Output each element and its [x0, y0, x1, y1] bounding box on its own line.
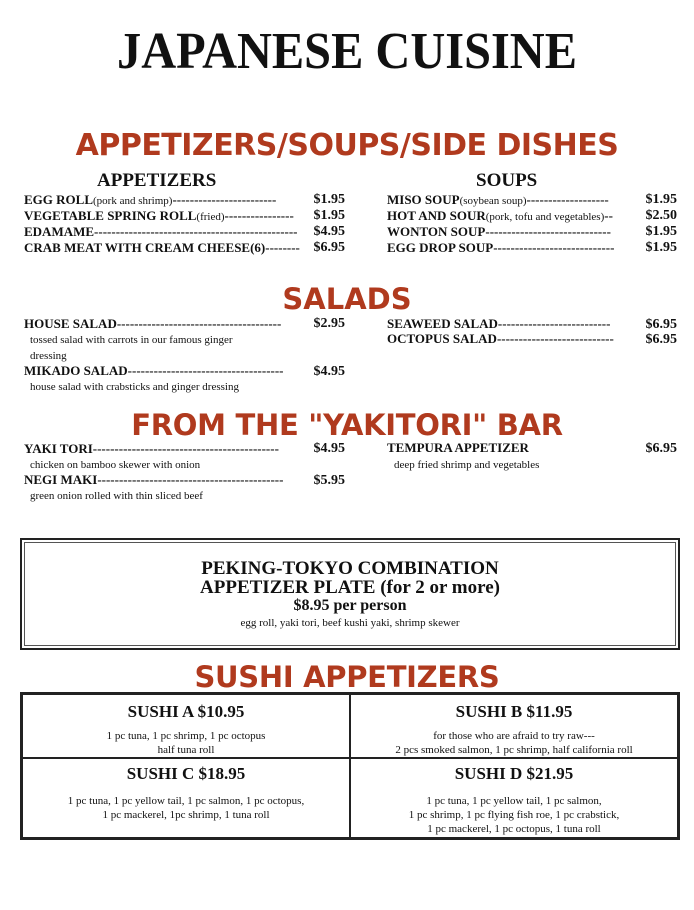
sushi-a-desc: 1 pc tuna, 1 pc shrimp, 1 pc octopus — [106, 730, 266, 742]
menu-item-mikado-salad: MIKADO SALAD------------------------------------ — [24, 363, 284, 378]
menu-item: WONTON SOUP----------------------------- — [387, 224, 611, 239]
price: $1.95 — [645, 224, 677, 239]
section-heading-yakitori: FROM THE "YAKITORI" BAR — [131, 408, 563, 442]
menu-item: EGG ROLL(pork and shrimp)------------------------ — [24, 192, 277, 207]
menu-item: MISO SOUP(soybean soup)------------------- — [387, 192, 609, 207]
section-heading-appetizers-soups: APPETIZERS/SOUPS/SIDE DISHES — [75, 128, 619, 163]
sushi-d-desc: 1 pc shrimp, 1 pc flying fish roe, 1 pc crabstick, — [408, 809, 620, 821]
appetizers-list — [24, 192, 314, 256]
soups-subheading: SOUPS — [476, 170, 538, 191]
price: $1.95 — [645, 240, 677, 255]
sushi-d-desc: 1 pc tuna, 1 pc yellow tail, 1 pc salmon, — [426, 795, 602, 807]
soups-prices — [622, 192, 677, 256]
sushi-grid — [20, 692, 680, 840]
menu-item-tempura-appetizer: TEMPURA APPETIZER — [387, 440, 529, 455]
combination-plate-box — [20, 538, 680, 650]
menu-item-negi-maki: NEGI MAKI------------------------------------------- — [24, 472, 284, 487]
menu-item: EGG DROP SOUP---------------------------- — [387, 240, 615, 255]
sushi-cell-a — [22, 694, 350, 758]
sushi-a-title: SUSHI A $10.95 — [127, 702, 245, 721]
combo-description: egg roll, yaki tori, beef kushi yaki, shrimp skewer — [240, 617, 460, 629]
menu-item: EDAMAME----------------------------------------------- — [24, 224, 298, 239]
menu-item-seaweed-salad: SEAWEED SALAD-------------------------- — [387, 316, 611, 331]
item-description: tossed salad with carrots in our famous ginger — [30, 334, 233, 346]
sushi-cell-d — [350, 758, 678, 838]
sushi-c-title: SUSHI C $18.95 — [126, 764, 246, 783]
sushi-b-desc: 2 pcs smoked salmon, 1 pc shrimp, half california roll — [395, 744, 633, 756]
menu-item-octopus-salad: OCTOPUS SALAD--------------------------- — [387, 331, 614, 346]
price: $2.95 — [313, 316, 345, 331]
menu-item-house-salad: HOUSE SALAD-------------------------------------- — [24, 316, 282, 331]
combo-title-line1: PEKING-TOKYO COMBINATION — [201, 558, 499, 579]
sushi-c-desc: 1 pc tuna, 1 pc yellow tail, 1 pc salmon, 1 pc octopus, — [67, 795, 305, 807]
price: $5.95 — [313, 473, 345, 488]
combo-price: $8.95 per person — [293, 597, 407, 614]
item-description: green onion rolled with thin sliced beef — [30, 490, 203, 502]
sushi-d-desc: 1 pc mackerel, 1 pc octopus, 1 tuna roll — [427, 823, 601, 835]
page-title: JAPANESE CUISINE — [117, 23, 577, 80]
price: $1.95 — [313, 192, 345, 207]
sushi-a-desc: half tuna roll — [157, 744, 215, 756]
menu-item: HOT AND SOUR(pork, tofu and vegetables)-- — [387, 208, 613, 223]
sushi-cell-c — [22, 758, 350, 838]
item-description: house salad with crabsticks and ginger dressing — [30, 381, 239, 393]
menu-item: CRAB MEAT WITH CREAM CHEESE(6)-------- — [24, 240, 300, 255]
price: $1.95 — [645, 192, 677, 207]
price: $6.95 — [645, 317, 677, 332]
section-heading-salads: SALADS — [282, 282, 412, 316]
combo-title-line2: APPETIZER PLATE (for 2 or more) — [200, 577, 500, 598]
menu-item: VEGETABLE SPRING ROLL(fried)---------------- — [24, 208, 294, 223]
price: $1.95 — [313, 208, 345, 223]
price: $6.95 — [645, 441, 677, 456]
sushi-d-title: SUSHI D $21.95 — [454, 764, 574, 783]
sushi-c-desc: 1 pc mackerel, 1pc shrimp, 1 tuna roll — [102, 809, 270, 821]
item-description: dressing — [30, 350, 67, 362]
price: $6.95 — [313, 240, 345, 255]
soups-list — [387, 192, 629, 256]
appetizers-subheading: APPETIZERS — [97, 170, 217, 191]
price: $4.95 — [313, 441, 345, 456]
sushi-b-desc: for those who are afraid to try raw--- — [433, 730, 595, 742]
price: $6.95 — [645, 332, 677, 347]
price: $2.50 — [645, 208, 677, 223]
appetizers-prices — [290, 192, 345, 256]
section-heading-sushi: SUSHI APPETIZERS — [194, 660, 500, 694]
price: $4.95 — [313, 224, 345, 239]
menu-item-yaki-tori: YAKI TORI------------------------------------------- — [24, 441, 279, 456]
item-description: deep fried shrimp and vegetables — [394, 459, 540, 471]
sushi-b-title: SUSHI B $11.95 — [455, 702, 573, 721]
item-description: chicken on bamboo skewer with onion — [30, 459, 201, 471]
sushi-cell-b — [350, 694, 678, 758]
price: $4.95 — [313, 364, 345, 379]
